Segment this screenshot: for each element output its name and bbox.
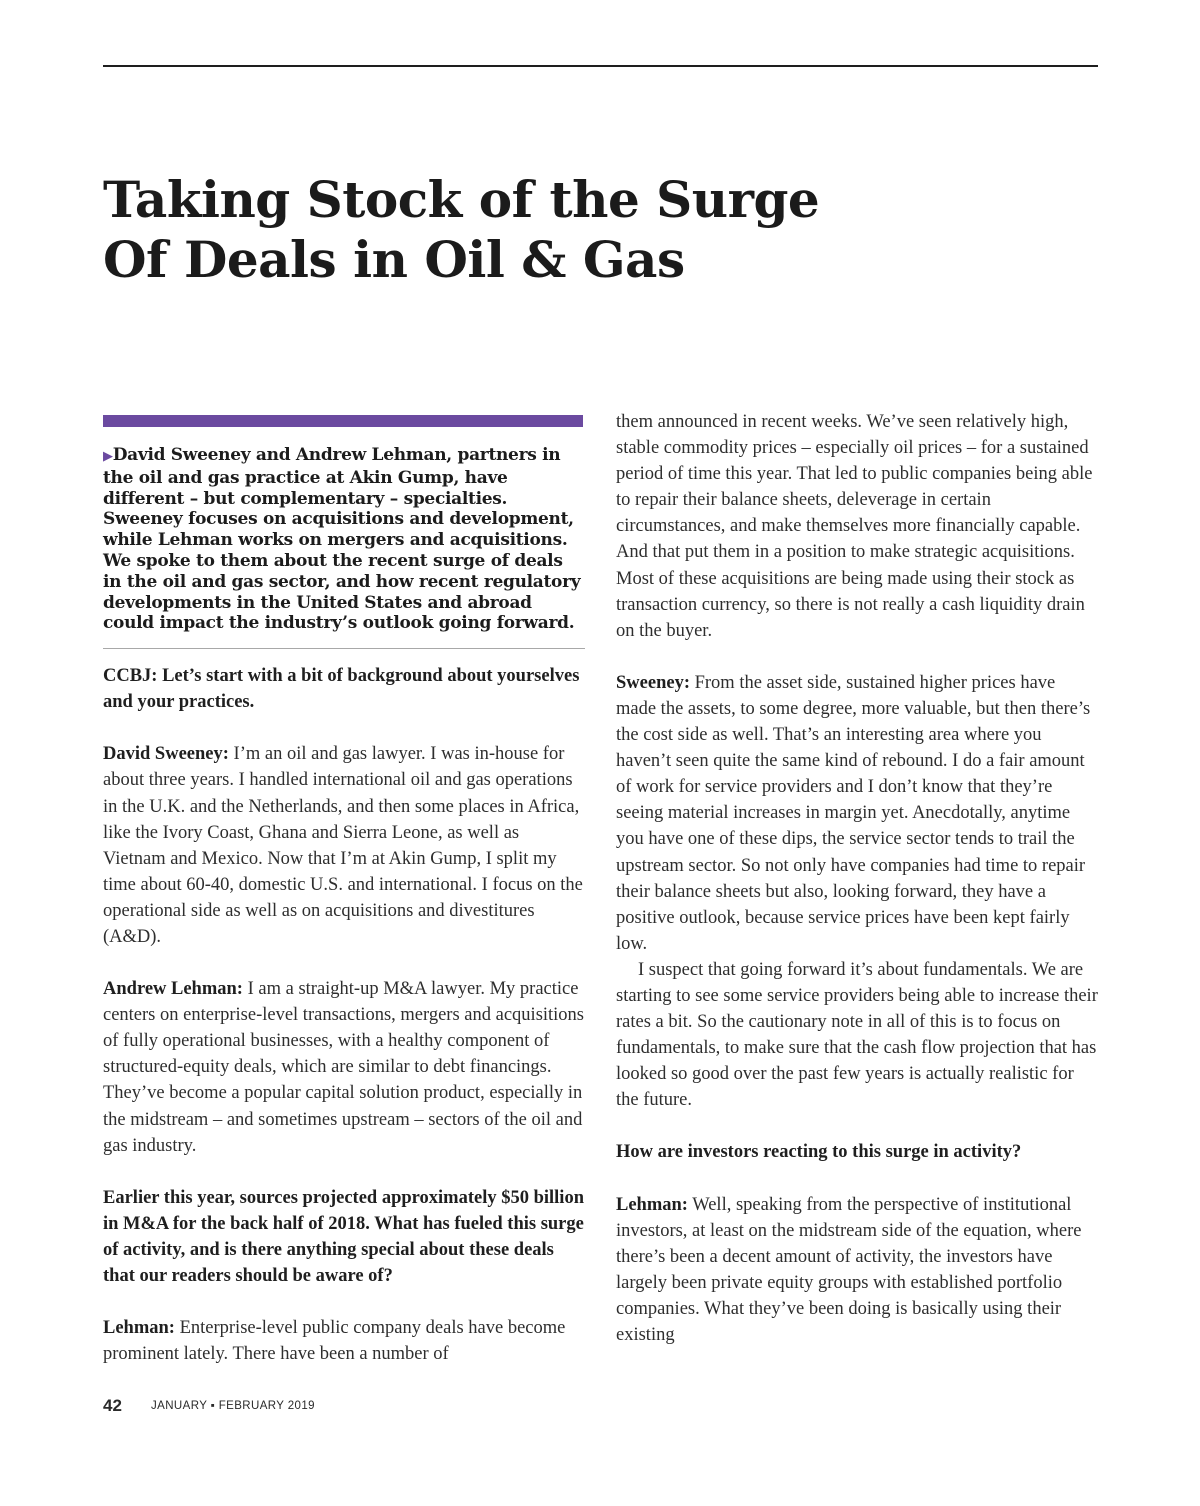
top-rule	[103, 65, 1098, 67]
answer-text: From the asset side, sustained higher prices have made the assets, to some degree, more valuable, but then there’s the cost side as well. That’s an interesting area where you haven’t seen quite the same kind of rebound. I do a fair amount of work for service providers and I don’t know that they’re seeing material increases in margin yet. Anecdotally, anytime you have one of these dips, the service sector tends to trail the upstream sector. So not only have companies had time to repair their balance sheets but also, looking forward, they have a positive outlook, because service prices have been kept fairly low.	[616, 672, 1091, 954]
page-number: 42	[103, 1396, 122, 1415]
question-1: CCBJ: Let’s start with a bit of background about yourselves and your practices.	[103, 666, 580, 713]
speaker-label: Lehman:	[616, 1194, 688, 1215]
speaker-label: Sweeney:	[616, 672, 690, 693]
answer-lehman-2	[103, 1315, 585, 1367]
answer-lehman-3	[616, 1192, 1098, 1349]
intro-text: David Sweeney and Andrew Lehman, partners in the oil and gas practice at Akin Gump, have different – but complementary – specialties. Sweeney focuses on acquisitions and development, while Lehman works on mergers and acquisitions. We spoke to them about the recent surge of deals in the oil and gas sector, and how recent regulatory developments in the United States and abroad could impact the industry’s outlook going forward.	[103, 445, 581, 634]
triangle-marker-icon: ▶	[103, 449, 113, 464]
question-3: How are investors reacting to this surge in activity?	[616, 1142, 1022, 1163]
answer-text: I am a straight-up M&A lawyer. My practice centers on enterprise-level transactions, mergers and acquisitions of fully operational businesses, with a healthy component of structured-equity deals, which are similar to debt financings. They’ve become a popular capital solution product, especially in the midstream – and sometimes upstream – sectors of the oil and gas industry.	[103, 979, 585, 1156]
answer-text: Well, speaking from the perspective of institutional investors, at least on the midstream side of the equation, where there’s been a decent amount of activity, the investors have largely been private equity groups with established portfolio companies. What they’ve been doing is basically using their existing	[616, 1194, 1082, 1345]
title-line-1: Taking Stock of the Surge	[103, 170, 820, 229]
answer-text: I’m an oil and gas lawyer. I was in-house for about three years. I handled international oil and gas operations in the U.K. and the Netherlands, and then some places in Africa, like the Ivory Coast, Ghana and Sierra Leone, as well as Vietnam and Mexico. Now that I’m at Akin Gump, I split my time about 60-40, domestic U.S. and international. I focus on the operational side as well as on acquisitions and divestitures (A&D).	[103, 744, 583, 948]
accent-bar	[103, 415, 583, 427]
left-column	[103, 410, 585, 1367]
answer-sweeney-2-cont: I suspect that going forward it’s about fundamentals. We are starting to see some service providers being able to increase their rates a bit. So the cautionary note in all of this is to focus on fundamentals, to make sure that the cash flow projection that has looked so good over the past few years is actually realistic for the future.	[616, 959, 1098, 1111]
right-column	[616, 409, 1098, 1348]
speaker-label: David Sweeney:	[103, 744, 229, 765]
answer-text: Enterprise-level public company deals have become prominent lately. There have been a number of	[103, 1318, 566, 1365]
intro-divider	[103, 648, 585, 649]
continued-paragraph: them announced in recent weeks. We’ve seen relatively high, stable commodity prices – especially oil prices – for a sustained period of time this year. That led to public companies being able to repair their balance sheets, deleverage in certain circumstances, and make themselves more financially capable. And that put them in a position to make strategic acquisitions. Most of these acquisitions are being made using their stock as transaction currency, so there is not really a cash liquidity drain on the buyer.	[616, 412, 1093, 641]
article-title	[103, 170, 1003, 290]
issue-date: JANUARY ▪ FEBRUARY 2019	[151, 1400, 315, 1412]
answer-sweeney-1	[103, 741, 585, 950]
speaker-label: Andrew Lehman:	[103, 979, 243, 1000]
answer-sweeney-2	[616, 670, 1098, 957]
answer-lehman-1	[103, 976, 585, 1159]
question-2: Earlier this year, sources projected approximately $50 billion in M&A for the back half of 2018. What has fueled this surge of activity, and is there anything special about these deals that our readers should be aware of?	[103, 1187, 584, 1287]
intro-paragraph	[103, 445, 585, 634]
speaker-label: Lehman:	[103, 1318, 175, 1339]
title-line-2: Of Deals in Oil & Gas	[103, 230, 685, 289]
